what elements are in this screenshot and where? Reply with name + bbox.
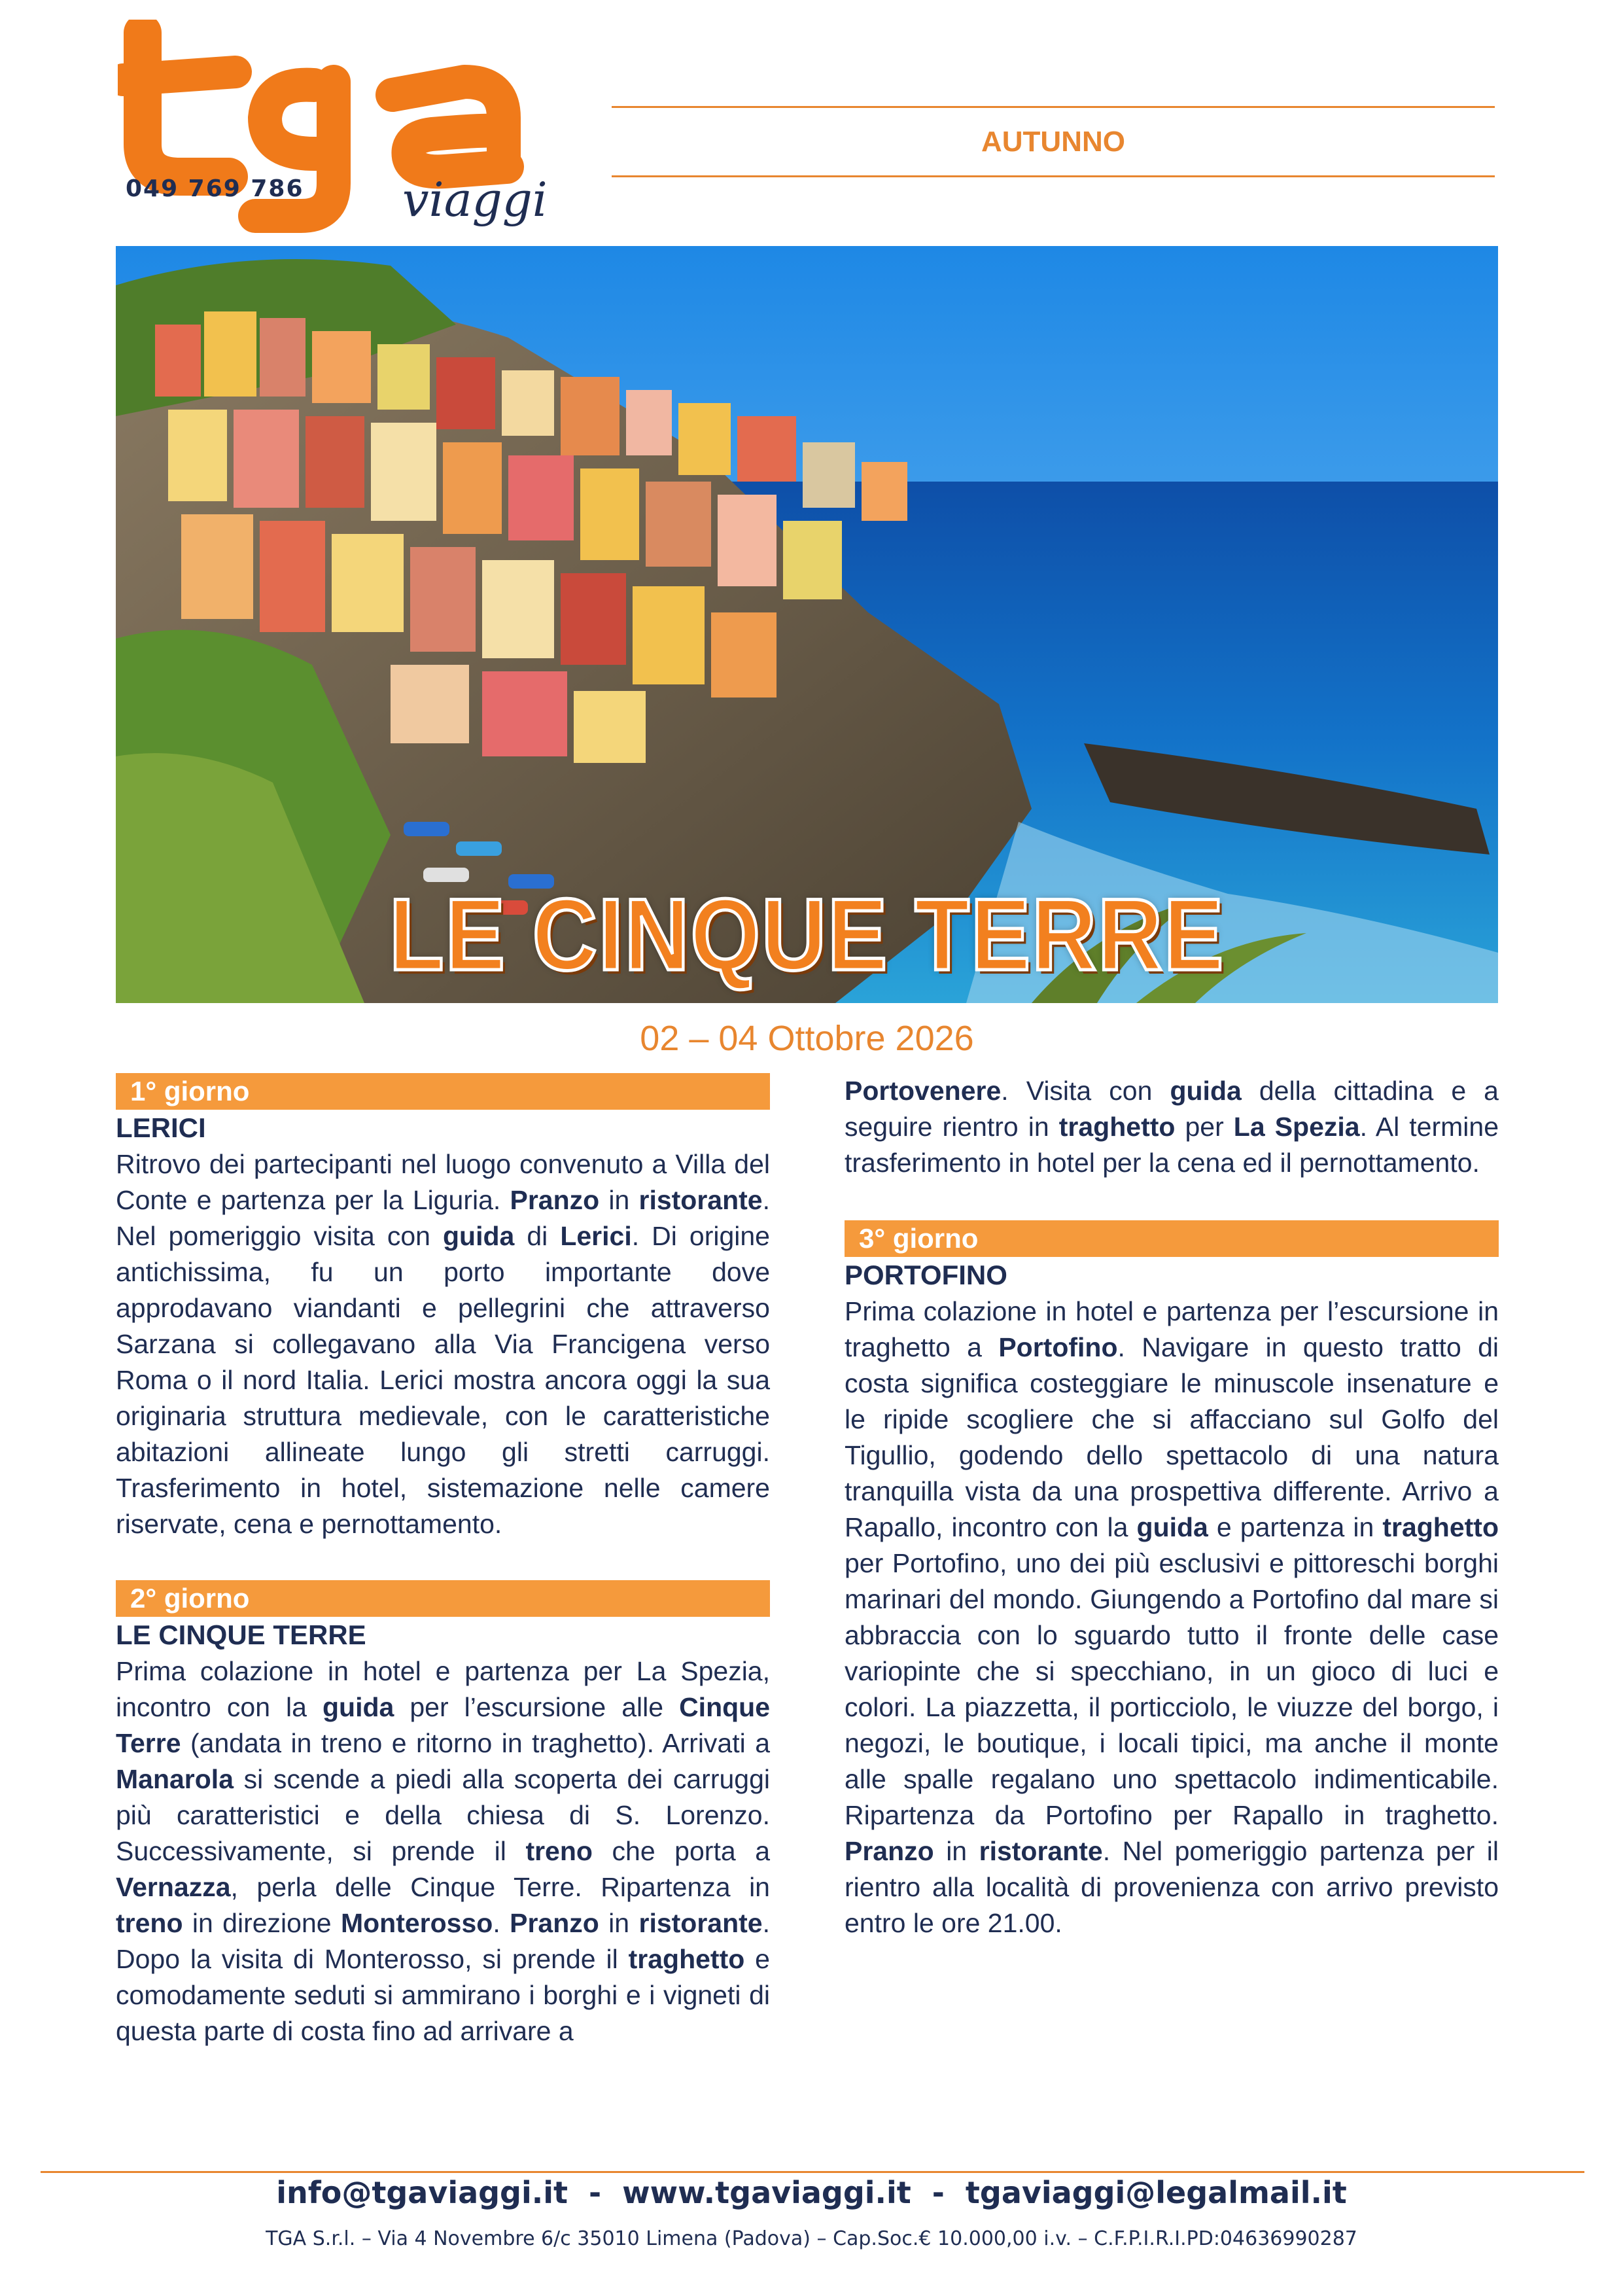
day-1-header: 1° giorno — [116, 1073, 770, 1110]
trip-dates: 02 – 04 Ottobre 2026 — [640, 1019, 974, 1058]
footer-company-info: TGA S.r.l. – Via 4 Novembre 6/c 35010 Limena (Padova) – Cap.Soc.€ 10.000,00 i.v. – C.F.P.I.R.I.PD:04636990287 — [266, 2227, 1357, 2250]
phone-number: 049 769 786 — [126, 175, 304, 202]
day-2-place: LE CINQUE TERRE — [116, 1619, 366, 1650]
tga-logo-graphic — [118, 20, 563, 242]
day-2-text: Prima colazione in hotel e partenza per La Spezia, incontro con la guida per l’escursione alle Cinque Terre (andata in treno e ritorno in traghetto). Arrivati a Manarola si scende a piedi alla scoperta dei carruggi più caratteristici e della chiesa di S. Lorenzo. Successivamente, si prende il treno che porta a Vernazza, perla delle Cinque Terre. Ripartenza in treno in direzione Monterosso. Pranzo in ristorante. Dopo la visita di Monterosso, si prende il traghetto e comodamente seduti si ammirano i borghi e i vigneti di questa parte di costa fino ad arrivare a — [116, 1656, 770, 2046]
footer-contacts[interactable]: info@tgaviaggi.it - www.tgaviaggi.it - tgaviaggi@legalmail.it — [276, 2175, 1347, 2210]
season-rule-top — [612, 106, 1495, 108]
day-3-text: Prima colazione in hotel e partenza per l’escursione in traghetto a Portofino. Navigare in questo tratto di costa significa costeggiare le minuscole insenature e le ripide scogliere che si affacciano sul Golfo del Tigullio, godendo dello spettacolo di una natura tranquilla vista da una prospettiva differente. Arrivo a Rapallo, incontro con la guida e partenza in traghetto per Portofino, uno dei più esclusivi e pittoreschi borghi marinari del mondo. Giungendo a Portofino dal mare si abbraccia con lo sguardo tutto il fronte delle case variopinte che si specchiano, in un gioco di luci e colori. La piazzetta, il porticciolo, le viuzze del borgo, i negozi, le boutique, i locali tipici, ma anche il monte alle spalle regalano uno spettacolo indimenticabile. Ripartenza da Portofino per Rapallo in traghetto. Pranzo in ristorante. Nel pomeriggio partenza per il rientro alla località di provenienza con arrivo previsto entro le ore 21.00. — [845, 1296, 1499, 1938]
day-2-header: 2° giorno — [116, 1580, 770, 1617]
day-1-text: Ritrovo dei partecipanti nel luogo convenuto a Villa del Conte e partenza per la Liguria. Pranzo in ristorante. Nel pomeriggio visita con guida di Lerici. Di origine antichissima, fu un porto importante dove approdavano viandanti e pellegrini che attraverso Sarzana si collegavano alla Via Francigena verso Roma o il nord Italia. Lerici mostra ancora oggi la sua originaria struttura medievale, con le caratteristiche abitazioni allineate lungo gli stretti carruggi. Trasferimento in hotel, sistemazione nelle camere riservate, cena e pernottamento. — [116, 1149, 770, 1539]
hero-title: LE CINQUE TERRE — [389, 878, 1225, 992]
day-3-place: PORTOFINO — [845, 1260, 1007, 1290]
itinerary-right-column — [845, 1073, 1499, 1941]
logo-sub-text: viaggi — [402, 172, 548, 227]
day-1-place: LERICI — [116, 1112, 206, 1143]
footer-rule — [41, 2171, 1584, 2173]
tga-logo — [118, 20, 563, 242]
season-rule-bottom — [612, 175, 1495, 177]
itinerary-left-column — [116, 1073, 770, 2049]
season-label: AUTUNNO — [981, 126, 1125, 158]
day-3-header: 3° giorno — [845, 1220, 1499, 1257]
day-2-text-continued: Portovenere. Visita con guida della cittadina e a seguire rientro in traghetto per La Spezia. Al termine trasferimento in hotel per la cena ed il pernottamento. — [845, 1076, 1499, 1178]
